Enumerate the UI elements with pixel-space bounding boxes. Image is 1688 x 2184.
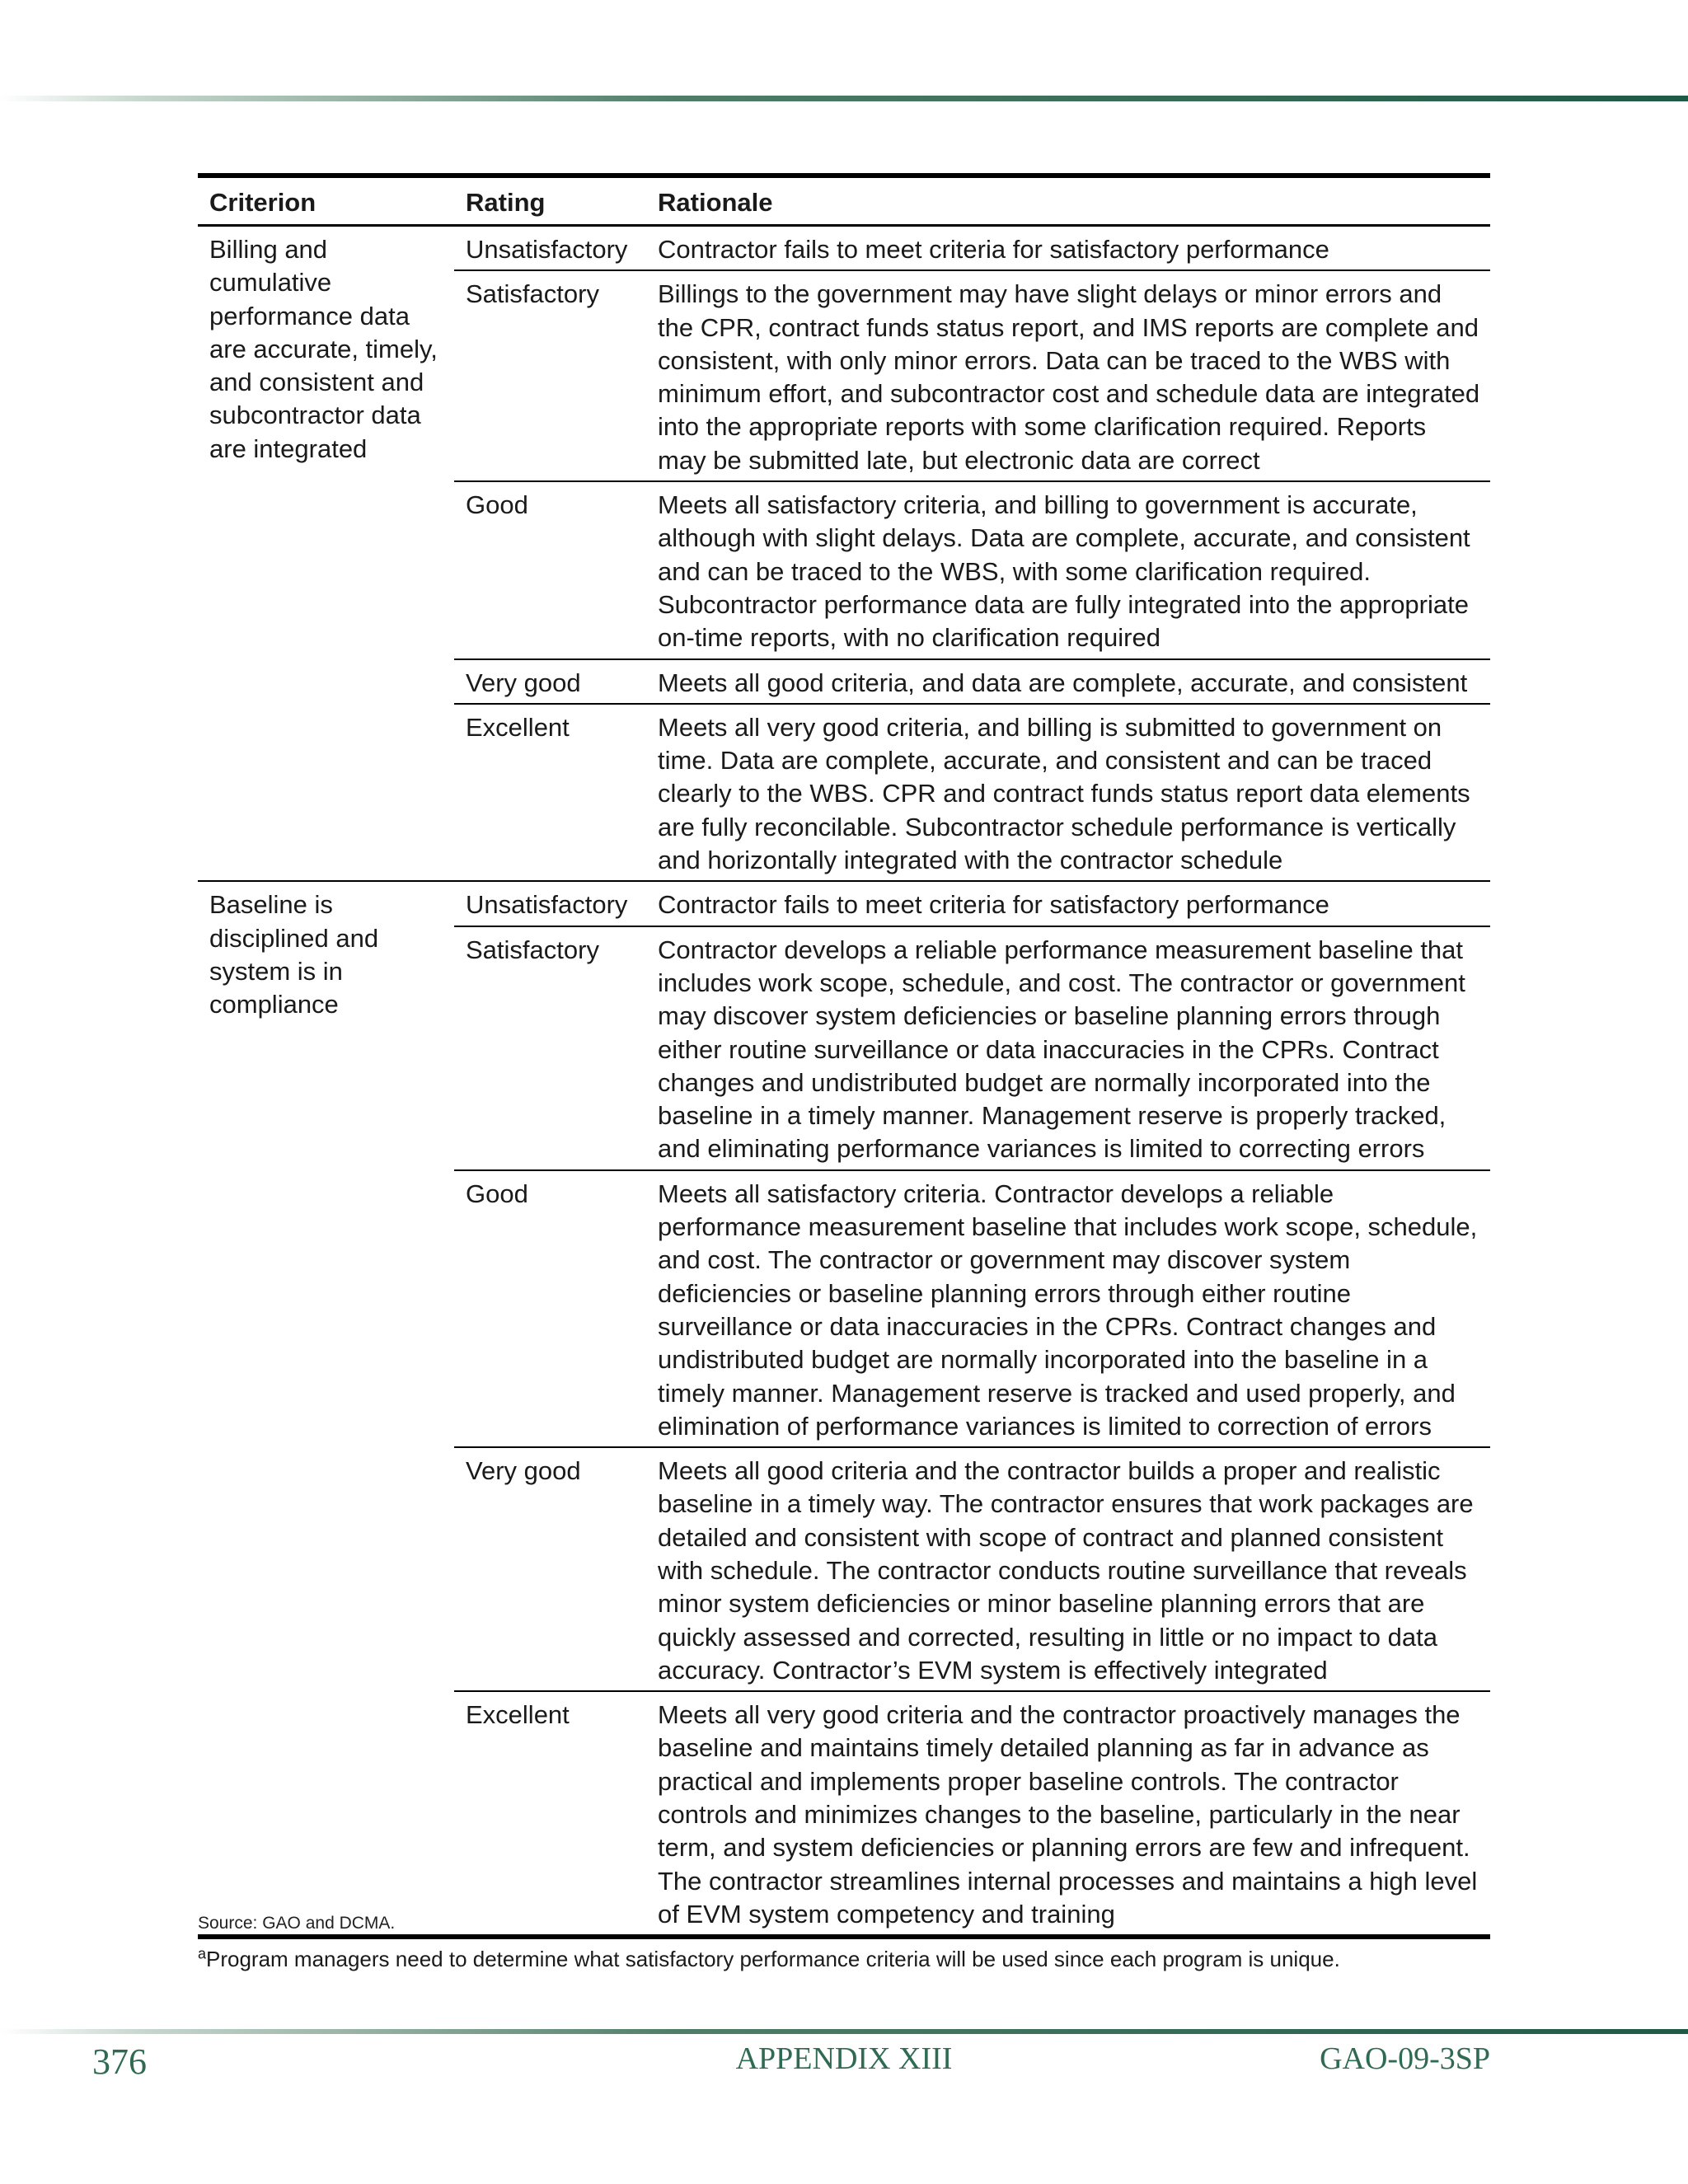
section-title: APPENDIX XIII — [735, 2041, 953, 2076]
rating-cell: Good — [454, 481, 646, 658]
rationale-cell: Meets all very good criteria, and billing is submitted to government on time. Data are complete, accurate, and consistent and can be traced clearly to the WBS. CPR and contract funds status report data elements are fully reconcilable. Subcontractor schedule performance is vertically and horizontally integrated with the contractor schedule — [646, 704, 1490, 881]
rationale-cell: Contractor develops a reliable performance measurement baseline that includes work scope, schedule, and cost. The contractor or government may discover system deficiencies or baseline planning errors through either routine surveillance or data inaccuracies in the CPRs. Contract changes and undistributed budget are normally incorporated into the baseline in a timely manner. Management reserve is properly tracked, and eliminating performance variances is limited to correcting errors — [646, 926, 1490, 1170]
header-criterion: Criterion — [198, 176, 454, 226]
rationale-cell: Meets all satisfactory criteria, and billing to government is accurate, although with slight delays. Data are complete, accurate, and consistent and can be traced to the WBS, with some clarification required. Subcontractor performance data are fully integrated into the appropriate on-time reports, with no clarification required — [646, 481, 1490, 658]
table-row — [198, 881, 1490, 926]
document-id: GAO-09-3SP — [1320, 2041, 1490, 2076]
footnote-text: Program managers need to determine what satisfactory performance criteria will be used since each program is unique. — [206, 1947, 1340, 1971]
table-row — [198, 226, 1490, 271]
rating-cell: Excellent — [466, 1700, 570, 1730]
rationale-cell: Contractor fails to meet criteria for satisfactory performance — [646, 881, 1490, 926]
rationale-cell: Contractor fails to meet criteria for satisfactory performance — [646, 226, 1490, 271]
criterion-cell: Billing and cumulative performance data are accurate, timely, and consistent and subcontractor data are integrated — [198, 226, 454, 882]
rating-cell: Satisfactory — [454, 270, 646, 481]
rating-cell: Satisfactory — [454, 926, 646, 1170]
criteria-table-container — [198, 173, 1490, 1939]
rating-cell: Unsatisfactory — [454, 881, 646, 926]
rating-cell: Excellent — [454, 704, 646, 881]
table-footnote — [198, 1947, 1340, 1972]
rationale-cell: Meets all very good criteria and the contractor proactively manages the baseline and maintains timely detailed planning as far in advance as practical and implements proper baseline controls. The contractor controls and minimizes changes to the baseline, particularly in the near term, and system deficiencies or planning errors are few and infrequent. The contractor streamlines internal processes and maintains a high level of EVM system competency and training — [658, 1700, 1478, 1929]
footnote-marker: a — [198, 1945, 207, 1962]
rating-cell: Very good — [454, 659, 646, 704]
criteria-table — [198, 173, 1490, 1939]
header-rating: Rating — [454, 176, 646, 226]
header-rationale: Rationale — [646, 176, 1490, 226]
top-rule — [0, 96, 1688, 101]
table-header-row — [198, 176, 1490, 226]
criterion-cell: Baseline is disciplined and system is in compliance — [209, 890, 379, 1019]
rationale-cell: Meets all good criteria and the contractor builds a proper and realistic baseline in a timely way. The contractor ensures that work packages are detailed and consistent with scope of contract and planned consistent with schedule. The contractor conducts routine surveillance that reveals minor system deficiencies or minor baseline planning errors that are quickly assessed and corrected, resulting in little or no impact to data accuracy. Contractor’s EVM system is effectively integrated — [646, 1447, 1490, 1691]
rating-cell: Unsatisfactory — [454, 226, 646, 271]
rationale-cell: Meets all satisfactory criteria. Contractor develops a reliable performance measurement baseline that includes work scope, schedule, and cost. The contractor or government may discover system deficiencies or baseline planning errors through either routine surveillance or data inaccuracies in the CPRs. Contract changes and undistributed budget are normally incorporated into the baseline in a timely manner. Management reserve is tracked and used properly, and elimination of performance variances is limited to correction of errors — [646, 1170, 1490, 1447]
rationale-cell: Meets all good criteria, and data are complete, accurate, and consistent — [646, 659, 1490, 704]
page-number: 376 — [92, 2041, 147, 2082]
rationale-cell: Billings to the government may have slight delays or minor errors and the CPR, contract funds status report, and IMS reports are complete and consistent, with only minor errors. Data can be traced to the WBS with minimum effort, and subcontractor cost and schedule data are integrated into the appropriate reports with some clarification required. Reports may be submitted late, but electronic data are correct — [646, 270, 1490, 481]
bottom-rule — [0, 2029, 1688, 2034]
rating-cell: Very good — [454, 1447, 646, 1691]
rating-cell: Good — [454, 1170, 646, 1447]
table-source-note: Source: GAO and DCMA. — [198, 1914, 396, 1933]
